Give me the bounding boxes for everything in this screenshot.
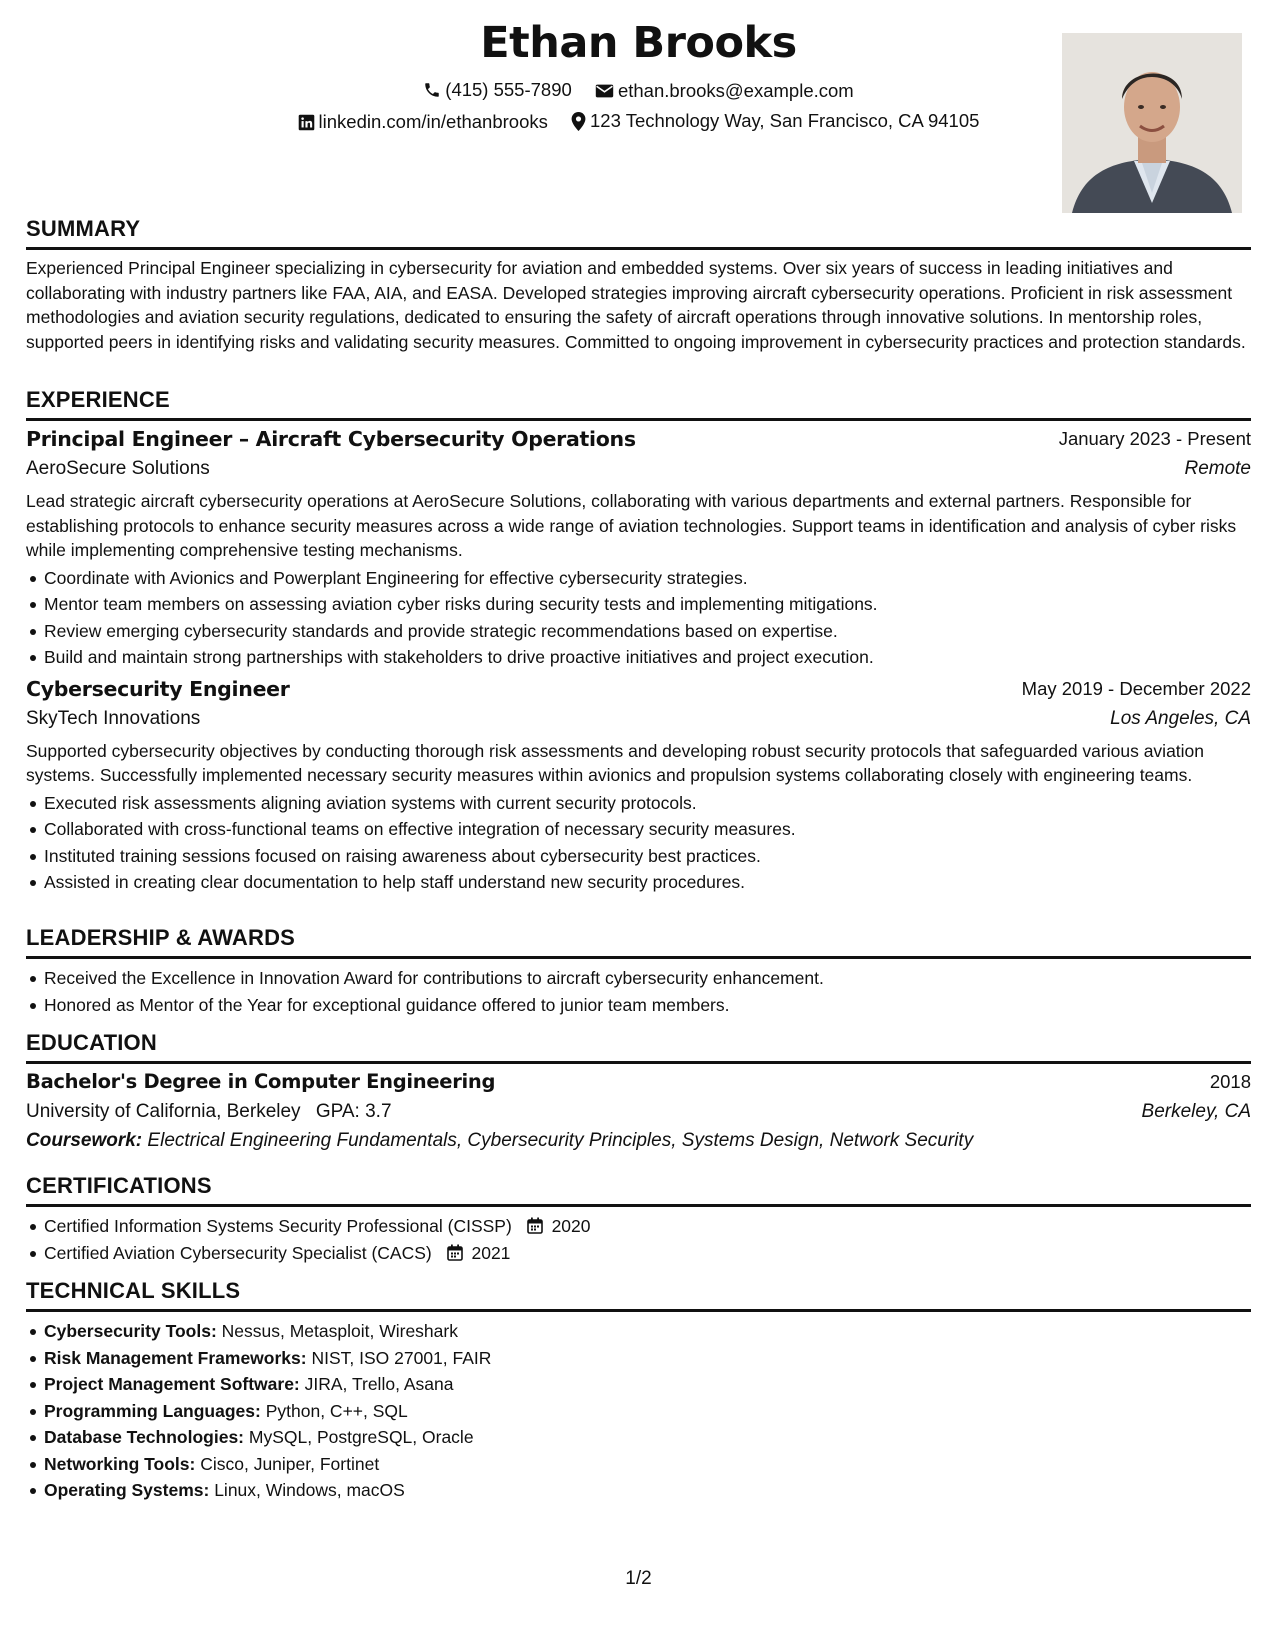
list-item: Coordinate with Avionics and Powerplant Engineering for effective cybersecurity strategies. <box>44 565 1251 592</box>
section-heading-summary: SUMMARY <box>26 216 1251 250</box>
experience-section <box>26 387 1251 896</box>
phone-text: (415) 555-7890 <box>445 79 572 100</box>
skills-section <box>26 1278 1251 1504</box>
certifications-section <box>26 1173 1251 1266</box>
coursework-line <box>26 1130 1251 1152</box>
skills-list <box>26 1318 1251 1504</box>
section-heading-experience: EXPERIENCE <box>26 387 1251 421</box>
profile-photo <box>1062 33 1242 213</box>
awards-list <box>26 965 1251 1018</box>
job-dates: May 2019 - December 2022 <box>1021 677 1251 699</box>
resume-header <box>26 0 1251 220</box>
skill-value: MySQL, PostgreSQL, Oracle <box>248 1427 474 1447</box>
list-item: Build and maintain strong partnerships with stakeholders to drive proactive initiatives and project execution. <box>44 644 1251 671</box>
skill-label: Networking Tools: <box>44 1453 196 1474</box>
list-item: Received the Excellence in Innovation Award for contributions to aircraft cybersecurity enhancement. <box>44 965 1251 992</box>
skill-label: Programming Languages: <box>44 1400 261 1421</box>
phone-icon <box>423 81 441 99</box>
list-item: Assisted in creating clear documentation to help staff understand new security procedures. <box>44 869 1251 896</box>
email-icon <box>595 83 614 99</box>
list-item <box>44 1213 1251 1240</box>
calendar-icon <box>527 1217 543 1234</box>
degree-title: Bachelor's Degree in Computer Engineering <box>26 1070 496 1093</box>
address-text: 123 Technology Way, San Francisco, CA 94105 <box>590 110 980 131</box>
list-item: Review emerging cybersecurity standards and provide strategic recommendations based on expertise. <box>44 618 1251 645</box>
job-company: AeroSecure Solutions <box>26 458 210 479</box>
job-dates: January 2023 - Present <box>1058 428 1251 449</box>
school-location: Berkeley, CA <box>1141 1101 1251 1122</box>
cert-name: Certified Information Systems Security Professional (CISSP) <box>44 1216 512 1236</box>
list-item: Honored as Mentor of the Year for exceptional guidance offered to junior team members. <box>44 992 1251 1019</box>
job-location: Remote <box>1184 458 1251 479</box>
section-heading-certifications: CERTIFICATIONS <box>26 1173 1251 1207</box>
cert-name: Certified Aviation Cybersecurity Specialist (CACS) <box>44 1242 432 1263</box>
job-company: SkyTech Innovations <box>26 707 201 729</box>
location-icon <box>571 112 586 131</box>
skill-value: JIRA, Trello, Asana <box>304 1374 454 1394</box>
summary-section <box>26 216 1251 354</box>
coursework-label: Coursework: <box>26 1130 143 1151</box>
cert-year: 2021 <box>471 1242 511 1263</box>
skill-label: Cybersecurity Tools: <box>44 1321 217 1341</box>
list-item: Executed risk assessments aligning aviation systems with current security protocols. <box>44 790 1251 817</box>
list-item: Instituted training sessions focused on raising awareness about cybersecurity best practices. <box>44 843 1251 870</box>
cert-year: 2020 <box>551 1216 591 1236</box>
section-heading-education: EDUCATION <box>26 1030 1251 1064</box>
job-entry <box>26 427 1251 671</box>
skill-label: Operating Systems: <box>44 1480 210 1500</box>
job-description: Supported cybersecurity objectives by conducting thorough risk assessments and developing robust security protocols that safeguarded various aviation systems. Successfully implemented necessary security measures within avionics and propulsion systems collaborating closely with engineering teams. <box>26 740 1205 785</box>
list-item <box>44 1318 1251 1345</box>
skill-value: Cisco, Juniper, Fortinet <box>200 1453 380 1474</box>
job-title: Cybersecurity Engineer <box>26 676 290 701</box>
list-item: Mentor team members on assessing aviation cyber risks during security tests and implementing mitigations. <box>44 591 1251 618</box>
candidate-name: Ethan Brooks <box>480 18 797 68</box>
linkedin-text: linkedin.com/in/ethanbrooks <box>318 111 548 132</box>
graduation-year: 2018 <box>1209 1071 1251 1092</box>
address-contact <box>571 110 979 132</box>
coursework-text: Electrical Engineering Fundamentals, Cybersecurity Principles, Systems Design, Network Security <box>147 1130 974 1151</box>
skill-label: Risk Management Frameworks: <box>44 1347 307 1368</box>
list-item <box>44 1371 1251 1398</box>
job-entry <box>26 677 1251 896</box>
list-item <box>44 1398 1251 1425</box>
job-title: Principal Engineer – Aircraft Cybersecurity Operations <box>26 427 636 451</box>
school-name: University of California, Berkeley <box>26 1101 301 1122</box>
email-contact[interactable] <box>595 80 854 102</box>
job-location: Los Angeles, CA <box>1110 707 1251 729</box>
list-item <box>44 1451 1251 1478</box>
skill-value: Linux, Windows, macOS <box>214 1480 405 1500</box>
list-item <box>44 1240 1251 1267</box>
education-section <box>26 1030 1251 1152</box>
skill-value: Nessus, Metasploit, Wireshark <box>221 1321 458 1341</box>
job-description: Lead strategic aircraft cybersecurity operations at AeroSecure Solutions, collaborating with various departments and external partners. Responsible for establishing protocols to enhance security measures across a wide range of aviation technologies. Support teams in identification and analysis of cyber risks while implementing comprehensive testing mechanisms. <box>26 491 1237 560</box>
job-bullets <box>26 790 1251 896</box>
certifications-list <box>26 1213 1251 1266</box>
gpa: GPA: 3.7 <box>315 1101 392 1122</box>
list-item <box>44 1345 1251 1372</box>
skill-value: NIST, ISO 27001, FAIR <box>311 1347 492 1368</box>
leadership-section <box>26 925 1251 1018</box>
profile-photo-illustration <box>1062 33 1242 213</box>
email-text: ethan.brooks@example.com <box>617 80 854 101</box>
resume-page <box>26 0 1251 1650</box>
skill-label: Project Management Software: <box>44 1374 300 1394</box>
section-heading-leadership: LEADERSHIP & AWARDS <box>26 925 1251 959</box>
skill-value: Python, C++, SQL <box>265 1400 408 1421</box>
job-bullets <box>26 565 1251 671</box>
list-item: Collaborated with cross-functional teams on effective integration of necessary security measures. <box>44 816 1251 843</box>
page-number: 1/2 <box>625 1568 652 1589</box>
calendar-icon <box>447 1244 463 1261</box>
list-item <box>44 1477 1251 1504</box>
linkedin-contact[interactable] <box>298 111 548 133</box>
list-item <box>44 1424 1251 1451</box>
skill-label: Database Technologies: <box>44 1427 245 1447</box>
summary-text: Experienced Principal Engineer specializing in cybersecurity for aviation and embedded systems. Over six years of success in leading initiatives and collaborating with industry partners like FAA, AIA, and EASA. Developed strategies improving aircraft cybersecurity operations. Proficient in risk assessment methodologies and aviation security regulations, dedicated to ensuring the safety of aircraft operations through innovative solutions. In mentorship roles, supported peers in identifying risks and validating security measures. Committed to ongoing improvement in cybersecurity practices and protection standards. <box>26 258 1246 352</box>
section-heading-skills: TECHNICAL SKILLS <box>26 1278 1251 1312</box>
linkedin-icon <box>298 114 315 131</box>
school-line <box>26 1101 392 1123</box>
phone-contact[interactable] <box>423 79 572 101</box>
